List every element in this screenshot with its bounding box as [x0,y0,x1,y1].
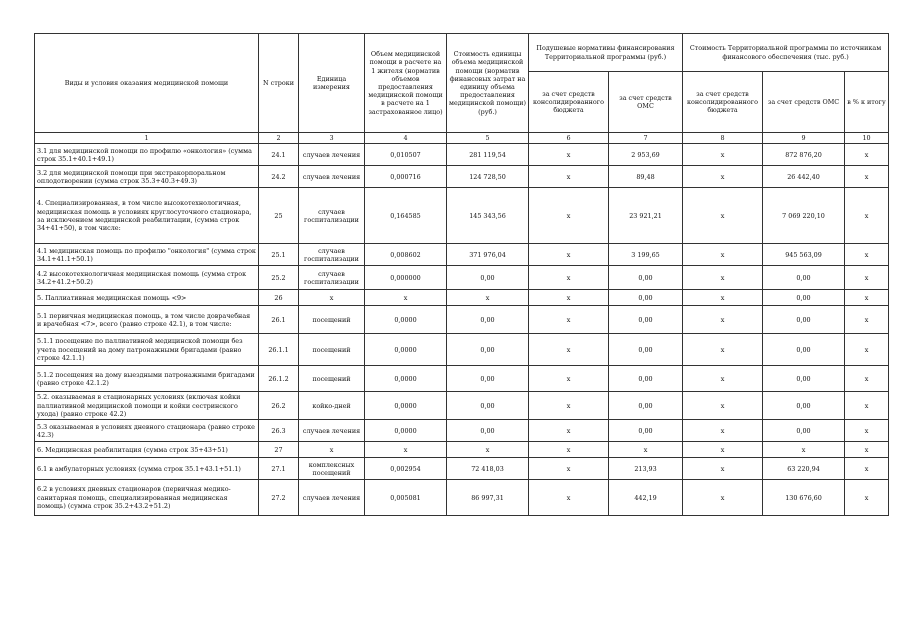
column-number: 5 [447,133,529,144]
row-cost-oms: 0,00 [763,420,845,442]
row-kind: 5.2. оказываемая в стационарных условиях (включая койки паллиативной медицинской помощи и койки сестринского ухода) (равно строке 42.2) [35,392,259,420]
row-norm-budget: х [529,166,609,188]
header-volume: Объем медицинской помощи в расчете на 1 жителя (норматив объемов предоставления медицинской помощи в расчете на 1 застрахованное лицо) [365,34,447,133]
row-cost-oms: 63 220,94 [763,458,845,480]
row-line-number: 26.1.2 [259,366,299,392]
row-line-number: 25.2 [259,266,299,290]
row-cost-oms: 0,00 [763,334,845,366]
column-numbers-row [35,133,889,144]
column-number: 9 [763,133,845,144]
row-line-number: 26.1.1 [259,334,299,366]
row-volume: 0,005081 [365,480,447,516]
row-volume: 0,010507 [365,144,447,166]
row-norm-oms: 2 953,69 [609,144,683,166]
row-volume: 0,164585 [365,188,447,244]
row-cost-oms: 130 676,60 [763,480,845,516]
row-unit: х [299,442,365,458]
header-group-norms: Подушевые нормативы финансирования Территориальной программы (руб.) [529,34,683,72]
column-number: 3 [299,133,365,144]
row-volume: 0,0000 [365,420,447,442]
row-unit-cost: 0,00 [447,306,529,334]
row-unit-cost: 72 418,03 [447,458,529,480]
table-row [35,420,889,442]
row-kind: 5.1 первичная медицинская помощь, в том числе доврачебная и врачебная <7>, всего (равно строке 42.1), в том числе: [35,306,259,334]
row-unit-cost: 0,00 [447,334,529,366]
row-unit-cost: 281 119,54 [447,144,529,166]
row-cost-oms: 872 876,20 [763,144,845,166]
row-unit: посещений [299,306,365,334]
row-line-number: 25 [259,188,299,244]
table-row [35,480,889,516]
header-sub-oms: за счет средств ОМС [609,72,683,133]
header-line: N строки [259,34,299,133]
row-norm-oms: 213,93 [609,458,683,480]
row-cost-budget: х [683,392,763,420]
row-cost-budget: х [683,420,763,442]
row-kind: 5. Паллиативная медицинская помощь <9> [35,290,259,306]
row-volume: 0,0000 [365,392,447,420]
row-kind: 5.1.2 посещения на дому выездными патронажными бригадами (равно строке 42.1.2) [35,366,259,392]
row-cost-budget: х [683,442,763,458]
row-unit: посещений [299,366,365,392]
row-norm-budget: х [529,144,609,166]
row-line-number: 24.2 [259,166,299,188]
row-volume: 0,008602 [365,244,447,266]
row-norm-oms: 89,48 [609,166,683,188]
row-norm-budget: х [529,266,609,290]
table-row [35,166,889,188]
row-percent: х [845,480,889,516]
row-kind: 4. Специализированная, в том числе высокотехнологичная, медицинская помощь в условиях круглосуточного стационара, за исключением медицинской реабилитации, (сумма строк 34+41+50), в том числе: [35,188,259,244]
row-percent: х [845,290,889,306]
column-number: 8 [683,133,763,144]
row-unit-cost: 145 343,56 [447,188,529,244]
row-unit-cost: 0,00 [447,366,529,392]
row-norm-budget: х [529,306,609,334]
row-norm-budget: х [529,392,609,420]
header-unit: Единица измерения [299,34,365,133]
row-norm-budget: х [529,290,609,306]
row-norm-budget: х [529,458,609,480]
row-percent: х [845,144,889,166]
row-line-number: 27 [259,442,299,458]
row-unit-cost: 86 997,31 [447,480,529,516]
row-norm-oms: х [609,442,683,458]
row-unit: случаев лечения [299,420,365,442]
table-row [35,144,889,166]
row-kind: 4.1 медицинская помощь по профилю "онкология" (сумма строк 34.1+41.1+50.1) [35,244,259,266]
row-cost-budget: х [683,166,763,188]
row-unit: случаев лечения [299,480,365,516]
table-row [35,366,889,392]
row-norm-oms: 23 921,21 [609,188,683,244]
row-norm-budget: х [529,480,609,516]
row-unit: случаев госпитализации [299,188,365,244]
row-volume: 0,0000 [365,306,447,334]
row-norm-budget: х [529,366,609,392]
row-percent: х [845,266,889,290]
row-percent: х [845,166,889,188]
row-cost-oms: 0,00 [763,290,845,306]
row-cost-oms: 0,00 [763,366,845,392]
table-row [35,392,889,420]
row-line-number: 26 [259,290,299,306]
column-number: 1 [35,133,259,144]
row-unit: посещений [299,334,365,366]
row-norm-budget: х [529,188,609,244]
row-unit-cost: х [447,442,529,458]
header-sub-pct: в % к итогу [845,72,889,133]
row-unit-cost: 0,00 [447,392,529,420]
row-cost-budget: х [683,244,763,266]
column-number: 6 [529,133,609,144]
row-unit: х [299,290,365,306]
header-group-cost: Стоимость Территориальной программы по источникам финансового обеспечения (тыс. руб.) [683,34,889,72]
table-row [35,188,889,244]
row-norm-oms: 0,00 [609,392,683,420]
row-percent: х [845,334,889,366]
row-kind: 5.1.1 посещение по паллиативной медицинской помощи без учета посещений на дому патронажными бригадами (равно строке 42.1.1) [35,334,259,366]
row-kind: 6. Медицинская реабилитация (сумма строк 35+43+51) [35,442,259,458]
row-line-number: 27.2 [259,480,299,516]
row-volume: 0,0000 [365,334,447,366]
row-percent: х [845,188,889,244]
row-norm-oms: 0,00 [609,290,683,306]
row-cost-budget: х [683,366,763,392]
row-cost-oms: 26 442,40 [763,166,845,188]
row-percent: х [845,420,889,442]
row-norm-oms: 0,00 [609,266,683,290]
header-kind: Виды и условия оказания медицинской помощи [35,34,259,133]
row-line-number: 24.1 [259,144,299,166]
row-percent: х [845,392,889,420]
row-norm-oms: 0,00 [609,366,683,392]
row-cost-oms: 7 069 220,10 [763,188,845,244]
header-sub-oms2: за счет средств ОМС [763,72,845,133]
row-cost-budget: х [683,334,763,366]
column-number: 7 [609,133,683,144]
table-row [35,306,889,334]
row-volume: х [365,442,447,458]
row-percent: х [845,244,889,266]
row-norm-budget: х [529,420,609,442]
header-cost: Стоимость единицы объема медицинской помощи (норматив финансовых затрат на единицу объема предоставления медицинской помощи) (руб.) [447,34,529,133]
row-percent: х [845,458,889,480]
row-line-number: 27.1 [259,458,299,480]
row-line-number: 25.1 [259,244,299,266]
row-cost-budget: х [683,458,763,480]
row-unit-cost: 124 728,50 [447,166,529,188]
row-kind: 3.2 для медицинской помощи при экстракорпоральном оплодотворении (сумма строк 35.3+40.3+49.3) [35,166,259,188]
row-cost-budget: х [683,480,763,516]
row-cost-budget: х [683,266,763,290]
row-volume: 0,000716 [365,166,447,188]
row-kind: 5.3 оказываемая в условиях дневного стационара (равно строке 42.3) [35,420,259,442]
header-sub-budget2: за счет средств консолидированного бюджета [683,72,763,133]
row-norm-budget: х [529,334,609,366]
column-number: 10 [845,133,889,144]
row-kind: 3.1 для медицинской помощи по профилю «онкология» (сумма строк 35.1+40.1+49.1) [35,144,259,166]
row-cost-oms: 0,00 [763,392,845,420]
row-percent: х [845,442,889,458]
row-unit: случаев лечения [299,166,365,188]
row-norm-oms: 3 199,65 [609,244,683,266]
row-line-number: 26.3 [259,420,299,442]
row-norm-oms: 442,19 [609,480,683,516]
row-norm-oms: 0,00 [609,334,683,366]
row-unit: койко-дней [299,392,365,420]
table-row [35,334,889,366]
row-volume: 0,000000 [365,266,447,290]
row-volume: х [365,290,447,306]
row-norm-budget: х [529,244,609,266]
table-row [35,290,889,306]
row-kind: 6.1 в амбулаторных условиях (сумма строк 35.1+43.1+51.1) [35,458,259,480]
row-cost-budget: х [683,144,763,166]
table-row [35,442,889,458]
row-unit-cost: 0,00 [447,266,529,290]
row-unit: случаев госпитализации [299,244,365,266]
row-cost-oms: х [763,442,845,458]
row-cost-budget: х [683,306,763,334]
row-unit-cost: 371 976,04 [447,244,529,266]
row-line-number: 26.1 [259,306,299,334]
column-number: 4 [365,133,447,144]
row-unit: комплексных посещений [299,458,365,480]
row-volume: 0,0000 [365,366,447,392]
row-line-number: 26.2 [259,392,299,420]
row-cost-oms: 945 563,09 [763,244,845,266]
column-number: 2 [259,133,299,144]
row-cost-budget: х [683,290,763,306]
table-row [35,266,889,290]
row-volume: 0,002954 [365,458,447,480]
row-unit-cost: 0,00 [447,420,529,442]
row-unit: случаев лечения [299,144,365,166]
row-norm-budget: х [529,442,609,458]
row-kind: 4.2 высокотехнологичная медицинская помощь (сумма строк 34.2+41.2+50.2) [35,266,259,290]
row-kind: 6.2 в условиях дневных стационаров (первичная медико-санитарная помощь, специализированная медицинская помощь) (сумма строк 35.2+43.2+51.2) [35,480,259,516]
table-row [35,244,889,266]
header-sub-budget: за счет средств консолидированного бюджета [529,72,609,133]
row-percent: х [845,366,889,392]
row-norm-oms: 0,00 [609,306,683,334]
program-table [34,33,889,516]
row-unit-cost: х [447,290,529,306]
row-cost-oms: 0,00 [763,266,845,290]
row-norm-oms: 0,00 [609,420,683,442]
row-percent: х [845,306,889,334]
header-row-1 [35,34,889,72]
table-row [35,458,889,480]
row-unit: случаев госпитализации [299,266,365,290]
row-cost-budget: х [683,188,763,244]
row-cost-oms: 0,00 [763,306,845,334]
